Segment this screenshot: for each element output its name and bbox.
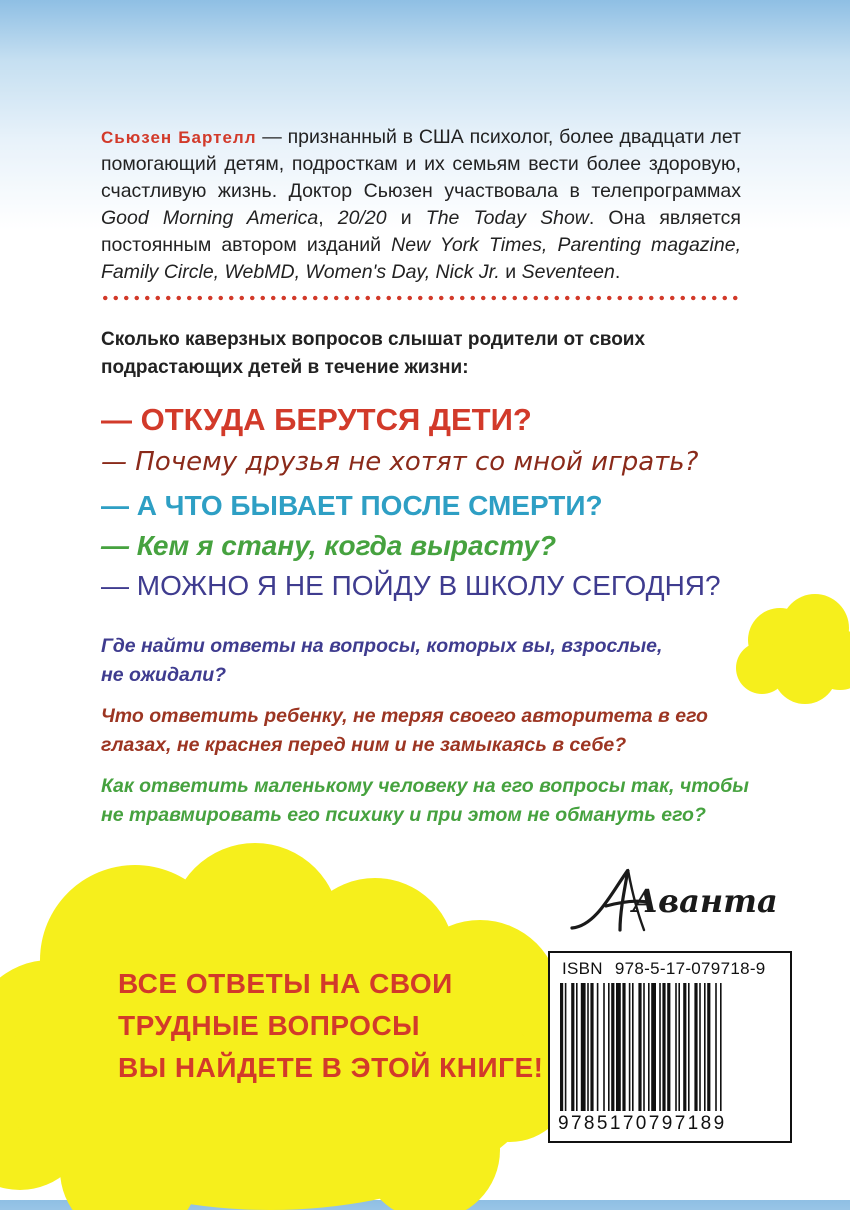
intro-line-1: Сколько каверзных вопросов слышат родители от своих bbox=[101, 329, 646, 350]
question-why-friends-wont-play: — Почему друзья не хотят со мной играть? bbox=[101, 447, 699, 477]
ean-digits: 9785170797189 bbox=[558, 1113, 727, 1134]
publisher-logo-icon bbox=[566, 862, 778, 942]
show-today-show: The Today Show bbox=[425, 207, 589, 229]
intro-line-2: подрастающих детей в течение жизни: bbox=[101, 357, 469, 378]
question-skip-school: — МОЖНО Я НЕ ПОЙДУ В ШКОЛУ СЕГОДНЯ? bbox=[101, 570, 721, 601]
barcode-panel bbox=[548, 951, 792, 1143]
show-good-morning-america: Good Morning America bbox=[101, 207, 319, 229]
yellow-cloud-right-icon bbox=[720, 590, 850, 710]
question-where-babies-come-from: — ОТКУДА БЕРУТСЯ ДЕТИ? bbox=[101, 402, 532, 437]
isbn-number: ISBN 978-5-17-079718-9 bbox=[562, 959, 766, 978]
author-bio: Сьюзен Бартелл — признанный в США психолог, более двадцати лет помогающий детям, подросткам и их семьям вести более здоровую, счастливую жизнь. Доктор Сьюзен участвовала в телепрограммах Good Morning America, 20/20 и The Today Show. Она является постоянным автором изданий New York Times, Parenting magazine, Family Circle, WebMD, Women's Day, Nick Jr. и Seventeen. bbox=[101, 126, 741, 283]
intro-text bbox=[101, 326, 741, 382]
question-after-death: — А ЧТО БЫВАЕТ ПОСЛЕ СМЕРТИ? bbox=[101, 490, 603, 521]
dotted-divider bbox=[100, 295, 740, 301]
paragraph-where-find-answers: Где найти ответы на вопросы, которых вы, взрослые, не ожидали? bbox=[101, 635, 663, 686]
headline-line-3: ВЫ НАЙДЕТЕ В ЭТОЙ КНИГЕ! bbox=[118, 1052, 544, 1083]
question-who-will-i-become: — Кем я стану, когда вырасту? bbox=[101, 530, 557, 561]
headline-line-1: ВСЕ ОТВЕТЫ НА СВОИ bbox=[118, 968, 453, 999]
show-20-20: 20/20 bbox=[337, 207, 387, 229]
paragraph-how-to-answer: Как ответить маленькому человеку на его вопросы так, чтобы не травмировать его психику и при этом не обмануть его? bbox=[101, 775, 749, 826]
headline-line-2: ТРУДНЫЕ ВОПРОСЫ bbox=[118, 1010, 421, 1041]
publisher-logo-text: Аванта bbox=[632, 882, 778, 920]
barcode-icon bbox=[558, 983, 784, 1111]
publication-seventeen: Seventeen bbox=[521, 261, 615, 283]
promo-headline bbox=[118, 963, 544, 1089]
paragraph-what-to-answer: Что ответить ребенку, не теряя своего авторитета в его глазах, не краснея перед ним и не замыкаясь в себе? bbox=[101, 705, 708, 756]
author-name: Сьюзен Бартелл bbox=[101, 128, 257, 147]
publication-list: New York Times, Parenting magazine, Family Circle, WebMD, Women's Day, Nick Jr. bbox=[101, 234, 741, 283]
